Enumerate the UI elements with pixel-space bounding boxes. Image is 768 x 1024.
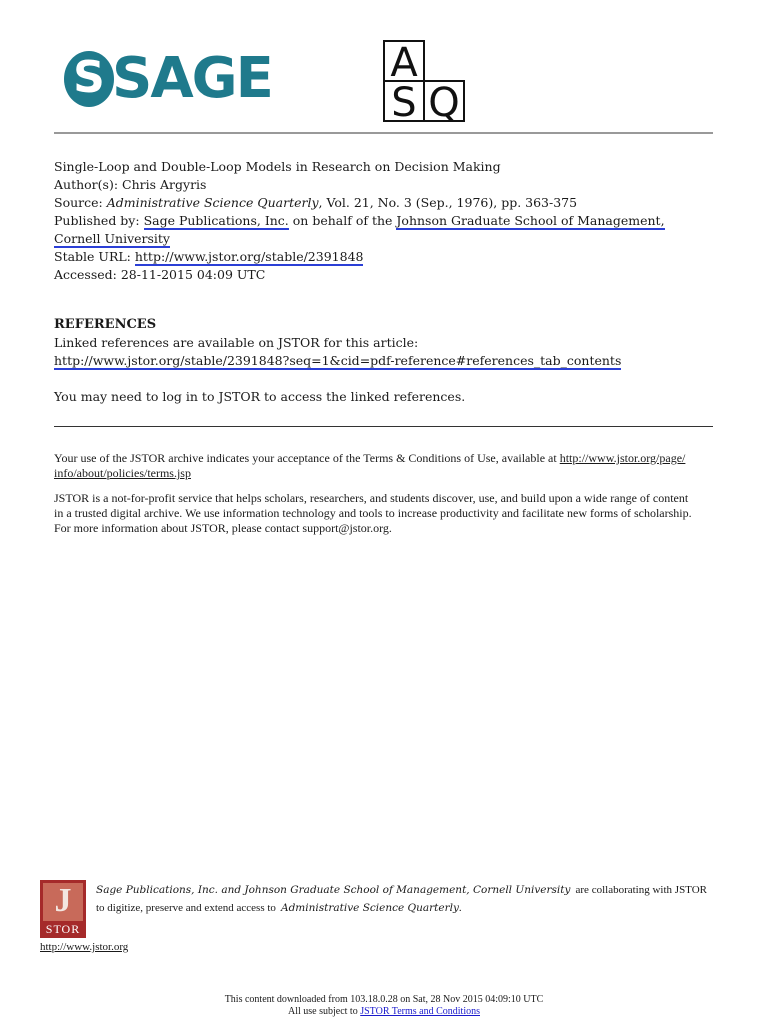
author-line xyxy=(54,176,665,194)
source-details: , Vol. 21, No. 3 (Sep., 1976), pp. 363-375 xyxy=(318,195,578,210)
jstor-logo xyxy=(40,880,86,938)
stable-url-label: Stable URL: xyxy=(54,249,131,264)
institution-line2 xyxy=(54,230,665,248)
asq-letter-q: Q xyxy=(423,80,465,122)
collab-line2 xyxy=(96,898,707,916)
source-line xyxy=(54,194,665,212)
footer xyxy=(0,994,768,1018)
stable-url-line xyxy=(54,248,665,266)
jstor-home-link[interactable]: http://www.jstor.org xyxy=(40,941,129,953)
login-note: You may need to log in to JSTOR to access the linked references. xyxy=(54,389,466,404)
terms-text: Your use of the JSTOR archive indicates your acceptance of the Terms & Conditions of Use, available at xyxy=(54,451,557,465)
sage-logo xyxy=(60,46,272,112)
sage-s-glyph: S xyxy=(73,52,105,103)
citation-block xyxy=(54,158,665,284)
about-line1: JSTOR is a not-for-profit service that helps scholars, researchers, and students discover, use, and build upon a wide range of content xyxy=(54,491,689,505)
institution-link-line2[interactable]: Cornell University xyxy=(54,231,170,246)
asq-letter-s: S xyxy=(383,80,425,122)
terms-block xyxy=(54,451,714,536)
stable-url-link[interactable]: http://www.jstor.org/stable/2391848 xyxy=(134,249,364,264)
publisher-link[interactable]: Sage Publications, Inc. xyxy=(143,213,289,228)
sage-wordmark: SAGE xyxy=(112,46,272,111)
accessed-line: Accessed: 28-11-2015 04:09 UTC xyxy=(54,267,266,282)
terms-url-link-part2[interactable]: info/about/policies/terms.jsp xyxy=(54,466,191,480)
jstor-logo-glyph: J xyxy=(54,882,72,919)
article-title: Single-Loop and Double-Loop Models in Research on Decision Making xyxy=(54,159,501,174)
references-url-link[interactable]: http://www.jstor.org/stable/2391848?seq=1&cid=pdf-reference#references_tab_contents xyxy=(54,353,622,368)
collab-block xyxy=(96,880,707,916)
author-label: Author(s): xyxy=(54,177,119,192)
collab-journal: Administrative Science Quarterly xyxy=(281,902,459,914)
about-line3: For more information about JSTOR, please contact support@jstor.org. xyxy=(54,521,392,535)
references-heading: REFERENCES xyxy=(54,317,157,332)
collab-text2: to digitize, preserve and extend access to xyxy=(96,902,276,914)
collab-end: . xyxy=(458,902,462,914)
collab-text1: are collaborating with JSTOR xyxy=(575,884,707,896)
header-divider xyxy=(54,132,713,134)
collab-partners: Sage Publications, Inc. and Johnson Graduate School of Management, Cornell University xyxy=(96,884,571,896)
terms-line2 xyxy=(54,466,714,481)
publisher-line xyxy=(54,212,665,230)
footer-terms-line xyxy=(0,1006,768,1018)
collab-line1 xyxy=(96,880,707,898)
asq-letter-a: A xyxy=(383,40,425,82)
footer-subject-prefix: All use subject to xyxy=(288,1006,358,1017)
references-block xyxy=(54,316,621,406)
references-divider xyxy=(54,426,713,427)
published-label: Published by: xyxy=(54,213,140,228)
source-journal: Administrative Science Quarterly xyxy=(106,195,319,210)
footer-terms-link[interactable]: JSTOR Terms and Conditions xyxy=(360,1006,480,1017)
on-behalf-text: on behalf of the xyxy=(292,213,393,228)
asq-logo xyxy=(383,40,465,126)
about-line2: in a trusted digital archive. We use information technology and tools to increase productivity and facilitate new forms of scholarship. xyxy=(54,506,692,520)
terms-line1 xyxy=(54,451,714,466)
references-line: Linked references are available on JSTOR for this article: xyxy=(54,335,419,350)
terms-url-link-part1[interactable]: http://www.jstor.org/page/ xyxy=(559,451,686,465)
source-label: Source: xyxy=(54,195,103,210)
footer-downloaded: This content downloaded from 103.18.0.28 on Sat, 28 Nov 2015 04:09:10 UTC xyxy=(224,994,544,1005)
author-name: Chris Argyris xyxy=(122,177,207,192)
institution-link-line1[interactable]: Johnson Graduate School of Management, xyxy=(396,213,665,228)
jstor-logo-word: STOR xyxy=(45,922,81,936)
